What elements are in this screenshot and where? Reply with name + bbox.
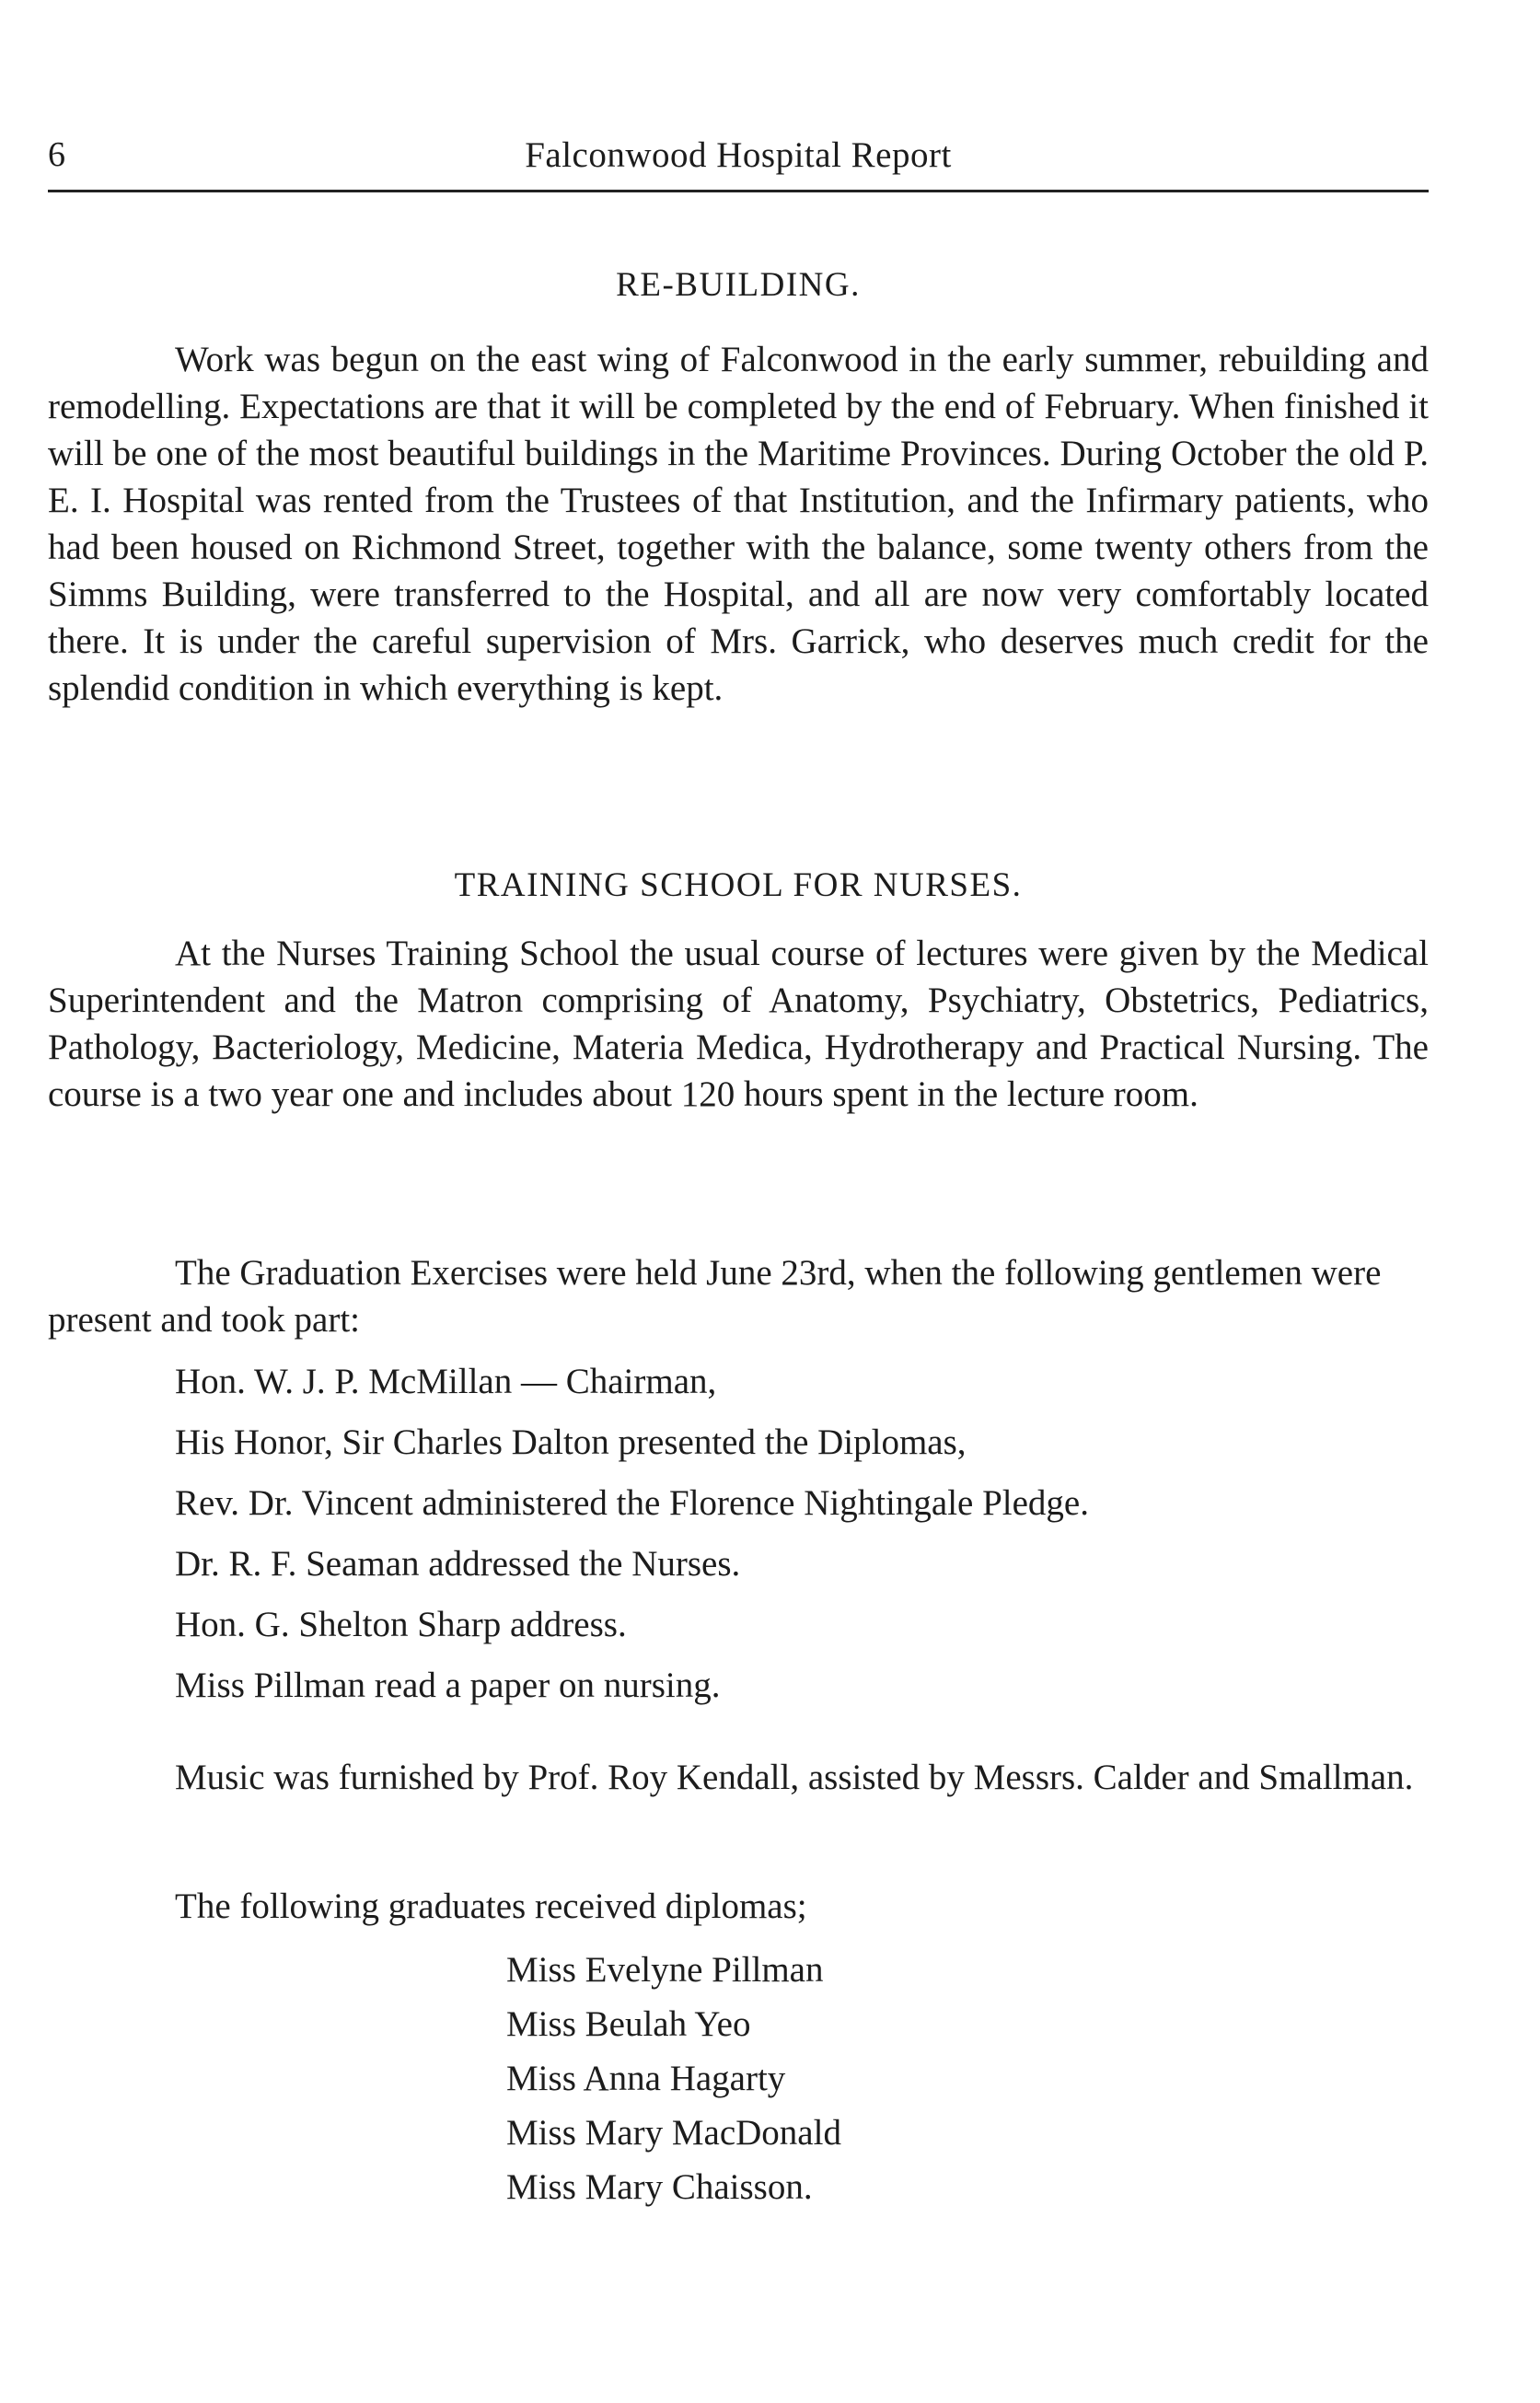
graduate-name: Miss Mary MacDonald: [506, 2113, 841, 2153]
graduation-paragraph: The Graduation Exercises were held June 23rd, when the following gentlemen were present and took part:: [48, 1253, 1382, 1340]
participant-entry: His Honor, Sir Charles Dalton presented the Diplomas,: [175, 1422, 967, 1462]
rebuilding-paragraph: Work was begun on the east wing of Falconwood in the early summer, rebuilding and remodelling. Expectations are that it will be completed by the end of February. When finished it will be one of the most beautiful buildings in the Maritime Provinces. During October the old P. E. I. Hospital was rented from the Trustees of that Institution, and the Infirmary patients, who had been housed on Richmond Street, together with the balance, some twenty others from the Simms Building, were transferred to the Hospital, and all are now very comfortably located there. It is under the careful supervision of Mrs. Garrick, who deserves much credit for the splendid condition in which everything is kept.: [48, 340, 1429, 708]
training-school-heading: TRAINING SCHOOL FOR NURSES.: [454, 866, 1023, 904]
music-paragraph: Music was furnished by Prof. Roy Kendall, assisted by Messrs. Calder and Smallman.: [175, 1758, 1414, 1797]
participant-entry: Dr. R. F. Seaman addressed the Nurses.: [175, 1544, 741, 1584]
participant-entry: Hon. G. Shelton Sharp address.: [175, 1605, 627, 1644]
rebuilding-heading: RE-BUILDING.: [616, 266, 861, 304]
graduate-name: Miss Evelyne Pillman: [506, 1950, 824, 1990]
participants-list: [175, 1352, 1427, 1716]
lectures-paragraph: At the Nurses Training School the usual course of lectures were given by the Medical Superintendent and the Matron comprising of Anatomy, Psychiatry, Obstetrics, Pediatrics, Pathology, Bacteriology, Medicine, Materia Medica, Hydrotherapy and Practical Nursing. The course is a two year one and includes about 120 hours spent in the lecture room.: [48, 934, 1429, 1114]
graduate-name: Miss Anna Hagarty: [506, 2059, 786, 2098]
participant-entry: Miss Pillman read a paper on nursing.: [175, 1666, 721, 1705]
page-header: [48, 129, 1429, 192]
page-number: 6: [48, 135, 65, 174]
participant-entry: Hon. W. J. P. McMillan — Chairman,: [175, 1362, 717, 1401]
graduate-name: Miss Beulah Yeo: [506, 2004, 751, 2044]
graduates-intro-paragraph: The following graduates received diplomas;: [175, 1886, 807, 1926]
graduates-list: [506, 1943, 1151, 2214]
graduate-name: Miss Mary Chaisson.: [506, 2167, 813, 2207]
participant-entry: Rev. Dr. Vincent administered the Florence Nightingale Pledge.: [175, 1483, 1089, 1523]
running-title: Falconwood Hospital Report: [525, 135, 952, 175]
